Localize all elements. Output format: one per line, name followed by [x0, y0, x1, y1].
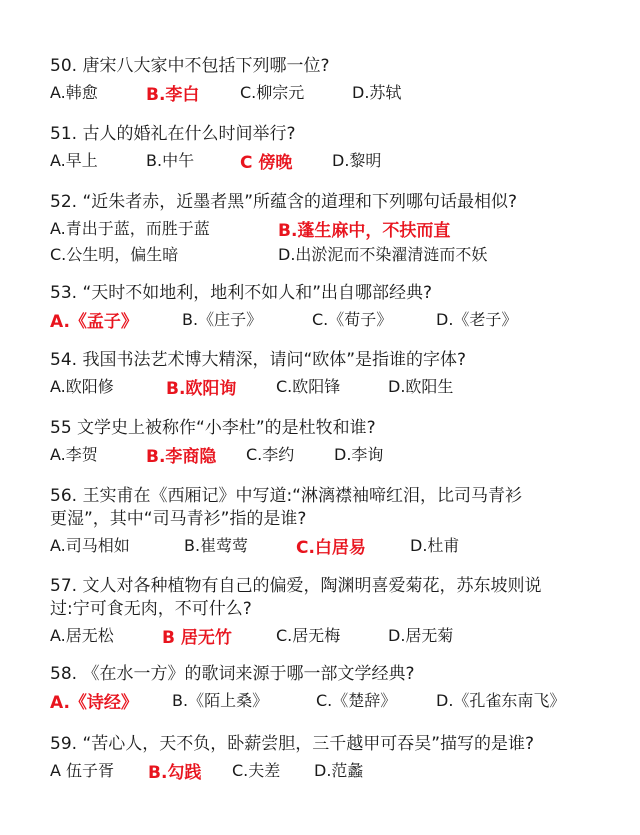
question-50	[50, 55, 610, 104]
option-a: A.李贺	[50, 445, 98, 464]
option-d: D.李询	[334, 445, 384, 464]
option-d: D.黎明	[332, 151, 382, 170]
option-c: C.欧阳锋	[276, 377, 341, 396]
question-text: 52. “近朱者赤，近墨者黑”所蕴含的道理和下列哪句话最相似?	[50, 192, 518, 212]
option-b-answer: B.李商隐	[146, 447, 217, 467]
option-a: A.欧阳修	[50, 377, 114, 396]
option-a: A.早上	[50, 151, 98, 170]
option-b-answer: B.欧阳询	[166, 379, 237, 399]
question-text: 59. “苦心人，天不负，卧薪尝胆，三千越甲可吞吴”描写的是谁?	[50, 734, 535, 754]
question-57	[50, 575, 610, 647]
option-b: B.《庄子》	[182, 310, 263, 329]
option-d: D.出淤泥而不染濯清涟而不妖	[278, 245, 488, 264]
option-d: D.《老子》	[436, 310, 518, 329]
option-a-answer: A.《孟子》	[50, 312, 138, 332]
question-text: 56. 王实甫在《西厢记》中写道:“淋漓襟袖啼红泪，比司马青衫 更湿”，其中“司马青衫”指的是谁?	[50, 486, 522, 529]
option-c-answer: C.白居易	[296, 538, 366, 558]
question-55	[50, 417, 610, 466]
question-text: 51. 古人的婚礼在什么时间举行?	[50, 124, 296, 144]
question-53	[50, 282, 610, 331]
question-text: 54. 我国书法艺术博大精深，请问“欧体”是指谁的字体?	[50, 350, 467, 370]
options-row	[50, 756, 610, 782]
question-text: 57. 文人对各种植物有自己的偏爱，陶渊明喜爱菊花，苏东坡则说 过:宁可食无肉，不可什么?	[50, 576, 542, 619]
option-d: D.范蠡	[314, 761, 364, 780]
option-b-answer: B.李白	[146, 85, 200, 105]
question-56	[50, 485, 610, 557]
options-row	[50, 214, 610, 240]
option-c: C.《楚辞》	[316, 691, 397, 710]
option-a-answer: A.《诗经》	[50, 693, 138, 713]
question-text: 55 文学史上被称作“小李杜”的是杜牧和谁?	[50, 418, 376, 438]
option-c: C.李约	[246, 445, 295, 464]
options-row	[50, 372, 610, 398]
options-row	[50, 305, 610, 331]
option-b-answer: B 居无竹	[162, 628, 232, 648]
option-a: A.司马相如	[50, 536, 130, 555]
option-d: D.杜甫	[410, 536, 460, 555]
option-c: C.公生明，偏生暗	[50, 245, 179, 264]
options-row	[50, 146, 610, 172]
question-58	[50, 663, 610, 712]
question-54	[50, 349, 610, 398]
question-52	[50, 191, 610, 266]
options-row	[50, 440, 610, 466]
option-d: D.欧阳生	[388, 377, 454, 396]
option-c: C.夫差	[232, 761, 281, 780]
option-b: B.中午	[146, 151, 195, 170]
option-d: D.苏轼	[352, 83, 402, 102]
question-text: 53. “天时不如地利，地利不如人和”出自哪部经典?	[50, 283, 433, 303]
option-a: A.居无松	[50, 626, 114, 645]
option-b-answer: B.勾践	[148, 763, 202, 783]
option-c: C.柳宗元	[240, 83, 305, 102]
question-59	[50, 733, 610, 782]
option-d: D.居无菊	[388, 626, 454, 645]
options-row	[50, 240, 610, 266]
option-c: C.居无梅	[276, 626, 341, 645]
option-d: D.《孔雀东南飞》	[436, 691, 566, 710]
option-a: A 伍子胥	[50, 761, 115, 780]
option-b-answer: B.蓬生麻中，不扶而直	[278, 221, 451, 241]
question-51	[50, 123, 610, 172]
option-b: B.崔莺莺	[184, 536, 249, 555]
option-c: C.《荀子》	[312, 310, 393, 329]
question-text: 50. 唐宋八大家中不包括下列哪一位?	[50, 56, 330, 76]
options-row	[50, 531, 610, 557]
options-row	[50, 621, 610, 647]
question-text: 58. 《在水一方》的歌词来源于哪一部文学经典?	[50, 664, 415, 684]
option-a: A.青出于蓝，而胜于蓝	[50, 219, 210, 238]
options-row	[50, 78, 610, 104]
option-c-answer: C 傍晚	[240, 153, 293, 173]
option-b: B.《陌上桑》	[172, 691, 269, 710]
options-row	[50, 686, 610, 712]
option-a: A.韩愈	[50, 83, 98, 102]
